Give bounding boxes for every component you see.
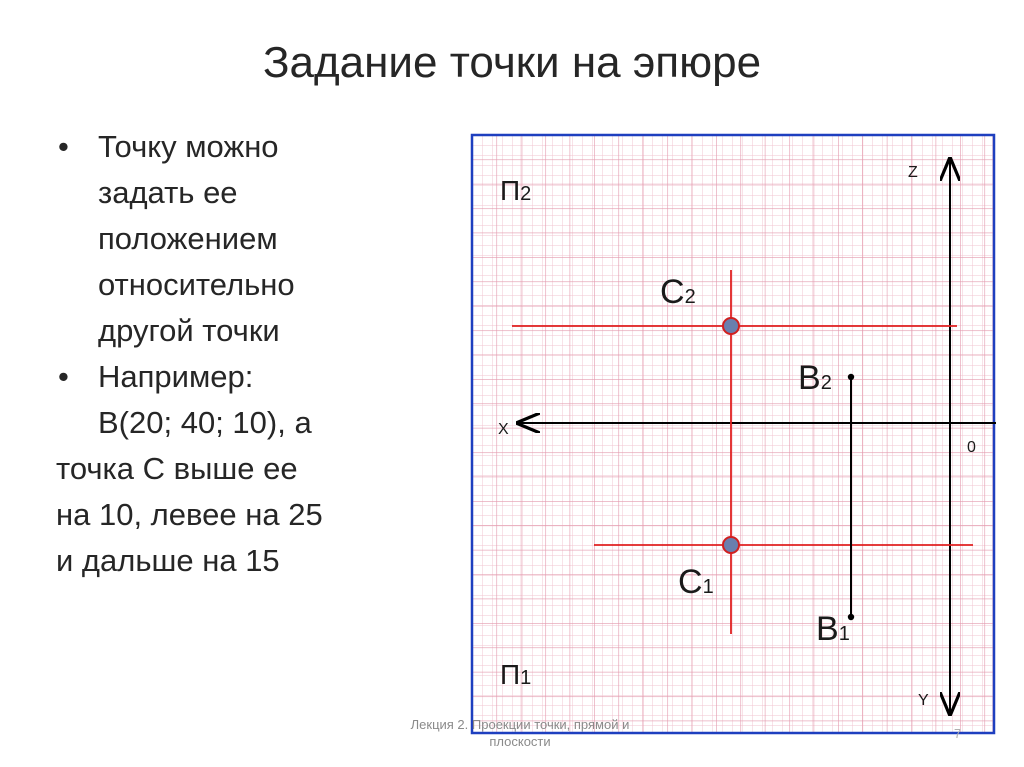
axis-y-label: Y [918, 692, 929, 709]
footer-line: Лекция 2. Проекции точки, прямой и [410, 717, 630, 732]
bullet-line: относительно [98, 267, 295, 302]
grid-paper [472, 135, 994, 733]
point-b1-label: B1 [816, 610, 850, 648]
example-line: точка С выше ее [56, 451, 298, 486]
axis-z-label: Z [908, 164, 918, 181]
bullet-symbol: • [58, 359, 69, 394]
bullet-line: Например: [98, 359, 254, 394]
example-line: на 10, левее на 25 [56, 497, 323, 532]
slide-title: Задание точки на эпюре [262, 38, 762, 87]
point-c2-label: C2 [660, 273, 696, 311]
footer-line: плоскости [489, 734, 551, 749]
bullet-line: другой точки [98, 313, 280, 348]
point-c1-marker [723, 537, 739, 553]
plane-label-lower: П1 [500, 659, 532, 690]
bullet-line: положением [98, 221, 278, 256]
point-b2-label: B2 [798, 359, 832, 397]
plane-label-upper: П2 [500, 175, 532, 206]
axis-x-label: X [498, 421, 509, 438]
point-b2-marker [848, 374, 854, 380]
bullet-symbol: • [58, 129, 69, 164]
example-line: и дальше на 15 [56, 543, 280, 578]
example-line: B(20; 40; 10), а [98, 405, 312, 440]
origin-label: 0 [967, 439, 976, 456]
page-number: 7 [954, 726, 962, 741]
bullet-line: Точку можно [98, 129, 279, 164]
point-c2-marker [723, 318, 739, 334]
point-c1-label: C1 [678, 563, 714, 601]
slide-footer [360, 716, 680, 750]
bullet-line: задать ее [98, 175, 238, 210]
point-b1-marker [848, 614, 854, 620]
